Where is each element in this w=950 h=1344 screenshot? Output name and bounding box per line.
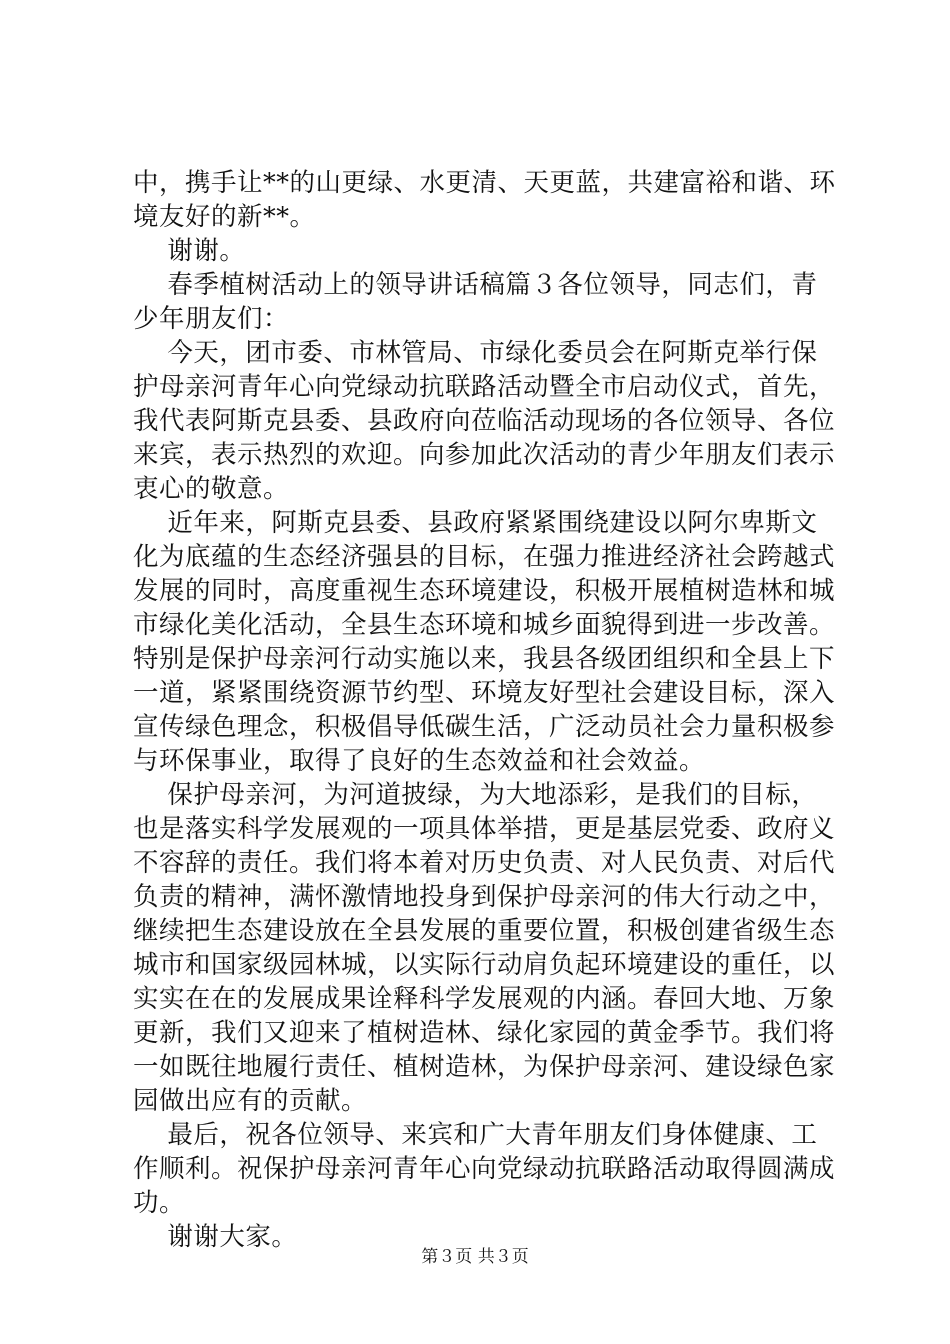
text-line: 近年来，阿斯克县委、县政府紧紧围绕建设以阿尔卑斯文 xyxy=(133,508,818,538)
text-line: 功。 xyxy=(133,1188,186,1218)
text-line: 一如既往地履行责任、植树造林，为保护母亲河、建设绿色家 xyxy=(133,1052,836,1082)
text-line: 实实在在的发展成果诠释科学发展观的内涵。春回大地、万象 xyxy=(133,984,836,1014)
page-number-footer: 第３页 共３页 xyxy=(421,1247,529,1267)
text-line: 谢谢。 xyxy=(133,236,246,266)
text-line: 城市和国家级园林城，以实际行动肩负起环境建设的重任，以 xyxy=(133,950,836,980)
text-line: 我代表阿斯克县委、县政府向莅临活动现场的各位领导、各位 xyxy=(133,406,836,436)
text-line: 最后，祝各位领导、来宾和广大青年朋友们身体健康、工 xyxy=(133,1120,818,1150)
text-line: 宣传绿色理念，积极倡导低碳生活，广泛动员社会力量积极参 xyxy=(133,712,836,742)
text-line: 一道，紧紧围绕资源节约型、环境友好型社会建设目标，深入 xyxy=(133,678,836,708)
document-body xyxy=(133,166,836,1254)
text-line: 衷心的敬意。 xyxy=(133,474,290,504)
text-line: 园做出应有的贡献。 xyxy=(133,1086,368,1116)
text-line: 也是落实科学发展观的一项具体举措，更是基层党委、政府义 xyxy=(133,814,836,844)
text-line: 继续把生态建设放在全县发展的重要位置，积极创建省级生态 xyxy=(133,916,836,946)
text-line: 与环保事业，取得了良好的生态效益和社会效益。 xyxy=(133,746,706,776)
text-line: 负责的精神，满怀激情地投身到保护母亲河的伟大行动之中， xyxy=(133,882,836,912)
text-line: 保护母亲河，为河道披绿，为大地添彩，是我们的目标， xyxy=(133,780,818,810)
text-line: 化为底蕴的生态经济强县的目标，在强力推进经济社会跨越式 xyxy=(133,542,836,572)
text-line: 护母亲河青年心向党绿动抗联路活动暨全市启动仪式，首先， xyxy=(133,372,836,402)
text-line: 更新，我们又迎来了植树造林、绿化家园的黄金季节。我们将 xyxy=(133,1018,836,1048)
text-line: 发展的同时，高度重视生态环境建设，积极开展植树造林和城 xyxy=(133,576,836,606)
text-line: 中，携手让**的山更绿、水更清、天更蓝，共建富裕和谐、环 xyxy=(133,168,836,198)
text-line: 市绿化美化活动，全县生态环境和城乡面貌得到进一步改善。 xyxy=(133,610,836,640)
text-line: 春季植树活动上的领导讲话稿篇３各位领导，同志们，青 xyxy=(133,270,818,300)
text-line: 境友好的新**。 xyxy=(133,202,316,232)
text-line: 作顺利。祝保护母亲河青年心向党绿动抗联路活动取得圆满成 xyxy=(133,1154,836,1184)
text-line: 来宾，表示热烈的欢迎。向参加此次活动的青少年朋友们表示 xyxy=(133,440,836,470)
text-line: 谢谢大家。 xyxy=(133,1222,298,1252)
text-line: 特别是保护母亲河行动实施以来，我县各级团组织和全县上下 xyxy=(133,644,836,674)
text-line: 少年朋友们： xyxy=(133,304,290,334)
text-line: 今天，团市委、市林管局、市绿化委员会在阿斯克举行保 xyxy=(133,338,818,368)
text-line: 不容辞的责任。我们将本着对历史负责、对人民负责、对后代 xyxy=(133,848,836,878)
